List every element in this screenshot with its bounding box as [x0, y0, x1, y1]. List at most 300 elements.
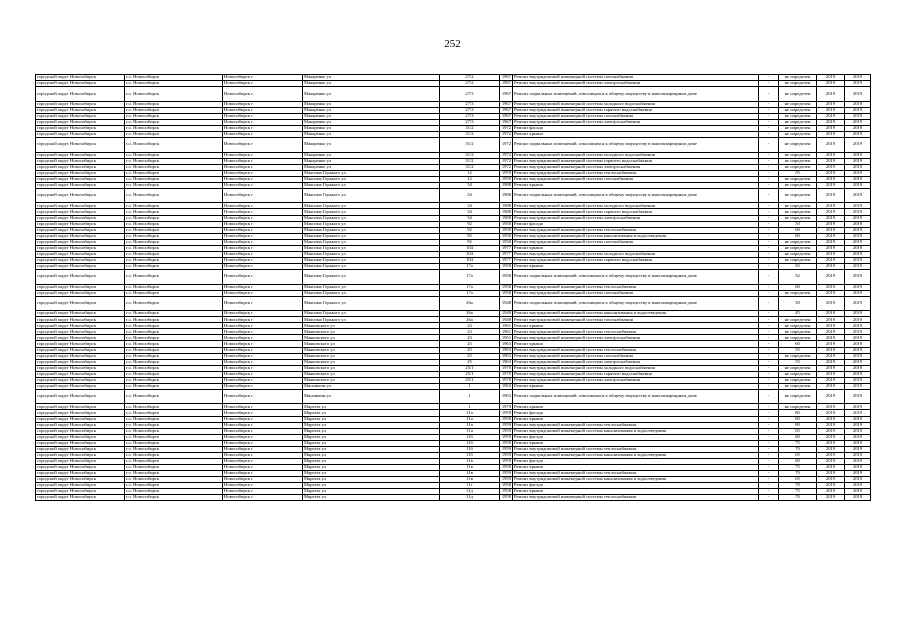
city-cell: Новосибирск г	[223, 470, 303, 476]
settlement-cell: г.о. Новосибирск	[125, 359, 223, 365]
city-cell: Новосибирск г	[223, 389, 303, 404]
settlement-cell: г.о. Новосибирск	[125, 317, 223, 323]
settlement-cell: г.о. Новосибирск	[125, 428, 223, 434]
cost-cell: не определен	[779, 125, 817, 131]
work-type-cell: Ремонт внутридомовой инженерной системы теплоснабжения	[513, 495, 759, 501]
start-year-cell: 2019	[817, 158, 845, 164]
flag-cell: -	[759, 209, 779, 215]
city-cell: Новосибирск г	[223, 290, 303, 296]
work-type-cell: Ремонт внутридомовой инженерной системы газоснабжения	[513, 353, 759, 359]
work-type-cell: Ремонт внутридомовой инженерной системы теплоснабжения	[513, 347, 759, 353]
house-number-cell: 25/1	[440, 371, 500, 377]
street-cell: Максима Горького ул	[303, 311, 440, 317]
build-year-cell: 1950	[500, 239, 513, 245]
flag-cell: -	[759, 182, 779, 188]
start-year-cell: 2019	[817, 353, 845, 359]
house-number-cell: 11б	[440, 452, 500, 458]
end-year-cell: 2019	[845, 347, 871, 353]
settlement-cell: г.о. Новосибирск	[125, 215, 223, 221]
table-row	[36, 87, 871, 102]
start-year-cell: 2019	[817, 365, 845, 371]
city-cell: Новосибирск г	[223, 416, 303, 422]
district-cell: городской округ Новосибирск	[36, 233, 125, 239]
district-cell: городской округ Новосибирск	[36, 470, 125, 476]
street-cell: Макаренко ул	[303, 131, 440, 137]
work-type-cell: Ремонт крыши	[513, 440, 759, 446]
cost-cell: 65	[779, 452, 817, 458]
house-number-cell: 11г	[440, 483, 500, 489]
cost-cell: не определен	[779, 317, 817, 323]
start-year-cell: 2019	[817, 296, 845, 311]
cost-cell: 65	[779, 428, 817, 434]
start-year-cell: 2019	[817, 245, 845, 251]
cost-cell: не определен	[779, 75, 817, 81]
city-cell: Новосибирск г	[223, 251, 303, 257]
start-year-cell: 2019	[817, 311, 845, 317]
street-cell: Мяргата ул	[303, 458, 440, 464]
flag-cell: -	[759, 215, 779, 221]
city-cell: Новосибирск г	[223, 428, 303, 434]
build-year-cell: 1977	[500, 251, 513, 257]
flag-cell: -	[759, 221, 779, 227]
cost-cell: не определен	[779, 131, 817, 137]
cost-cell: 55	[779, 359, 817, 365]
house-number-cell: 31/2	[440, 131, 500, 137]
work-type-cell: Ремонт внутридомовой инженерной системы канализования и водоотведения	[513, 428, 759, 434]
flag-cell: -	[759, 335, 779, 341]
street-cell: Маяковского ул	[303, 371, 440, 377]
house-number-cell: 11в	[440, 464, 500, 470]
district-cell: городской округ Новосибирск	[36, 410, 125, 416]
start-year-cell: 2019	[817, 75, 845, 81]
district-cell: городской округ Новосибирск	[36, 158, 125, 164]
cost-cell: не определен	[779, 176, 817, 182]
city-cell: Новосибирск г	[223, 347, 303, 353]
city-cell: Новосибирск г	[223, 458, 303, 464]
end-year-cell: 2019	[845, 353, 871, 359]
start-year-cell: 2019	[817, 422, 845, 428]
district-cell: городской округ Новосибирск	[36, 81, 125, 87]
flag-cell: -	[759, 290, 779, 296]
district-cell: городской округ Новосибирск	[36, 164, 125, 170]
cost-cell: не определен	[779, 335, 817, 341]
street-cell: Маяковского ул	[303, 347, 440, 353]
street-cell: Максима Горького ул	[303, 269, 440, 284]
build-year-cell: 1972	[500, 125, 513, 131]
house-number-cell: 104	[440, 251, 500, 257]
street-cell: Максима Горького ул	[303, 263, 440, 269]
settlement-cell: г.о. Новосибирск	[125, 404, 223, 410]
work-type-cell: Ремонт внутридомовой инженерной системы канализования и водоотведения	[513, 452, 759, 458]
flag-cell: -	[759, 410, 779, 416]
district-cell: городской округ Новосибирск	[36, 263, 125, 269]
cost-cell: не определен	[779, 209, 817, 215]
city-cell: Новосибирск г	[223, 158, 303, 164]
city-cell: Новосибирск г	[223, 87, 303, 102]
start-year-cell: 2019	[817, 323, 845, 329]
house-number-cell: 11б	[440, 446, 500, 452]
district-cell: городской округ Новосибирск	[36, 434, 125, 440]
build-year-cell: 1950	[500, 233, 513, 239]
flag-cell: -	[759, 377, 779, 383]
end-year-cell: 2019	[845, 164, 871, 170]
flag-cell: -	[759, 389, 779, 404]
cost-cell: не определен	[779, 215, 817, 221]
table-row	[36, 296, 871, 311]
district-cell: городской округ Новосибирск	[36, 440, 125, 446]
cost-cell: 60	[779, 233, 817, 239]
city-cell: Новосибирск г	[223, 464, 303, 470]
city-cell: Новосибирск г	[223, 489, 303, 495]
cost-cell: не определен	[779, 389, 817, 404]
build-year-cell: 1988	[500, 188, 513, 203]
work-type-cell: Ремонт крыши	[513, 404, 759, 410]
city-cell: Новосибирск г	[223, 377, 303, 383]
work-type-cell: Ремонт внутридомовой инженерной системы холодного водоснабжения	[513, 251, 759, 257]
district-cell: городской округ Новосибирск	[36, 422, 125, 428]
house-number-cell: 11в	[440, 458, 500, 464]
work-type-cell: Ремонт внутридомовой инженерной системы электроснабжения	[513, 81, 759, 87]
flag-cell: -	[759, 371, 779, 377]
cost-cell: 70	[779, 495, 817, 501]
house-number-cell: 11д	[440, 489, 500, 495]
table-row	[36, 269, 871, 284]
street-cell: Маяковского ул	[303, 335, 440, 341]
flag-cell: -	[759, 203, 779, 209]
build-year-cell: 1972	[500, 137, 513, 152]
build-year-cell: 1988	[500, 203, 513, 209]
end-year-cell: 2019	[845, 158, 871, 164]
start-year-cell: 2019	[817, 227, 845, 233]
start-year-cell: 2019	[817, 428, 845, 434]
end-year-cell: 2019	[845, 323, 871, 329]
flag-cell: -	[759, 477, 779, 483]
city-cell: Новосибирск г	[223, 452, 303, 458]
work-type-cell: Ремонт крыши	[513, 383, 759, 389]
build-year-cell: 1970	[500, 377, 513, 383]
start-year-cell: 2019	[817, 371, 845, 377]
end-year-cell: 2019	[845, 284, 871, 290]
city-cell: Новосибирск г	[223, 440, 303, 446]
cost-cell: 30	[779, 296, 817, 311]
start-year-cell: 2019	[817, 389, 845, 404]
end-year-cell: 2019	[845, 137, 871, 152]
work-type-cell: Ремонт внутридомовой инженерной системы электроснабжения	[513, 119, 759, 125]
district-cell: городской округ Новосибирск	[36, 87, 125, 102]
city-cell: Новосибирск г	[223, 233, 303, 239]
build-year-cell: 1959	[500, 434, 513, 440]
cost-cell: 75	[779, 489, 817, 495]
district-cell: городской округ Новосибирск	[36, 176, 125, 182]
build-year-cell: 1963	[500, 359, 513, 365]
settlement-cell: г.о. Новосибирск	[125, 182, 223, 188]
cost-cell: не определен	[779, 377, 817, 383]
end-year-cell: 2019	[845, 317, 871, 323]
start-year-cell: 2019	[817, 263, 845, 269]
build-year-cell: 1959	[500, 464, 513, 470]
work-type-cell: Ремонт фасада	[513, 458, 759, 464]
flag-cell: -	[759, 251, 779, 257]
build-year-cell: 1963	[500, 383, 513, 389]
work-type-cell: Ремонт крыши	[513, 263, 759, 269]
end-year-cell: 2019	[845, 263, 871, 269]
end-year-cell: 2019	[845, 209, 871, 215]
start-year-cell: 2019	[817, 176, 845, 182]
start-year-cell: 2019	[817, 284, 845, 290]
build-year-cell: 1963	[500, 389, 513, 404]
build-year-cell: 1972	[500, 131, 513, 137]
work-type-cell: Ремонт внутридомовой инженерной системы теплоснабжения	[513, 329, 759, 335]
table-body	[36, 75, 871, 501]
street-cell: Мяргата ул	[303, 446, 440, 452]
city-cell: Новосибирск г	[223, 245, 303, 251]
work-type-cell: Ремонт подвальных помещений, относящихся к общему имуществу в многоквартирном доме	[513, 87, 759, 102]
settlement-cell: г.о. Новосибирск	[125, 335, 223, 341]
start-year-cell: 2019	[817, 113, 845, 119]
house-number-cell: 12	[440, 170, 500, 176]
house-number-cell: 27/2	[440, 75, 500, 81]
street-cell: Максима Горького ул	[303, 203, 440, 209]
start-year-cell: 2019	[817, 483, 845, 489]
city-cell: Новосибирск г	[223, 269, 303, 284]
street-cell: Мяргата ул	[303, 489, 440, 495]
street-cell: Маяковского ул	[303, 329, 440, 335]
cost-cell: 75	[779, 440, 817, 446]
build-year-cell: 1970	[500, 365, 513, 371]
flag-cell: -	[759, 470, 779, 476]
settlement-cell: г.о. Новосибирск	[125, 383, 223, 389]
street-cell: Мяргата ул	[303, 428, 440, 434]
work-type-cell: Ремонт внутридомовой инженерной системы холодного водоснабжения	[513, 101, 759, 107]
cost-cell: не определен	[779, 323, 817, 329]
end-year-cell: 2019	[845, 495, 871, 501]
work-type-cell: Ремонт крыши	[513, 131, 759, 137]
settlement-cell: г.о. Новосибирск	[125, 389, 223, 404]
house-number-cell: 1	[440, 383, 500, 389]
build-year-cell: 1959	[500, 446, 513, 452]
start-year-cell: 2019	[817, 464, 845, 470]
district-cell: городской округ Новосибирск	[36, 416, 125, 422]
cost-cell: не определен	[779, 182, 817, 188]
cost-cell: 70	[779, 470, 817, 476]
house-number-cell: 26а	[440, 311, 500, 317]
cost-cell: 65	[779, 263, 817, 269]
cost-cell: не определен	[779, 152, 817, 158]
cost-cell: не определен	[779, 119, 817, 125]
settlement-cell: г.о. Новосибирск	[125, 269, 223, 284]
build-year-cell: 1963	[500, 353, 513, 359]
city-cell: Новосибирск г	[223, 422, 303, 428]
street-cell: Максима Горького ул	[303, 227, 440, 233]
flag-cell: -	[759, 311, 779, 317]
cost-cell: не определен	[779, 137, 817, 152]
city-cell: Новосибирск г	[223, 483, 303, 489]
settlement-cell: г.о. Новосибирск	[125, 227, 223, 233]
flag-cell: -	[759, 81, 779, 87]
city-cell: Новосибирск г	[223, 107, 303, 113]
start-year-cell: 2019	[817, 119, 845, 125]
district-cell: городской округ Новосибирск	[36, 221, 125, 227]
start-year-cell: 2019	[817, 416, 845, 422]
house-number-cell: 92	[440, 227, 500, 233]
city-cell: Новосибирск г	[223, 404, 303, 410]
work-type-cell: Ремонт крыши	[513, 416, 759, 422]
start-year-cell: 2019	[817, 101, 845, 107]
settlement-cell: г.о. Новосибирск	[125, 131, 223, 137]
district-cell: городской округ Новосибирск	[36, 347, 125, 353]
work-type-cell: Ремонт фасада	[513, 410, 759, 416]
build-year-cell: 1959	[500, 452, 513, 458]
work-type-cell: Ремонт внутридомовой инженерной системы горячего водоснабжения	[513, 209, 759, 215]
end-year-cell: 2019	[845, 458, 871, 464]
district-cell: городской округ Новосибирск	[36, 329, 125, 335]
settlement-cell: г.о. Новосибирск	[125, 422, 223, 428]
work-type-cell: Ремонт крыши	[513, 464, 759, 470]
street-cell: Мясникова ул	[303, 389, 440, 404]
street-cell: Мяргата ул	[303, 495, 440, 501]
city-cell: Новосибирск г	[223, 182, 303, 188]
settlement-cell: г.о. Новосибирск	[125, 371, 223, 377]
end-year-cell: 2019	[845, 203, 871, 209]
district-cell: городской округ Новосибирск	[36, 489, 125, 495]
start-year-cell: 2019	[817, 404, 845, 410]
city-cell: Новосибирск г	[223, 75, 303, 81]
street-cell: Макаренко ул	[303, 75, 440, 81]
work-type-cell: Ремонт крыши	[513, 245, 759, 251]
flag-cell: -	[759, 87, 779, 102]
settlement-cell: г.о. Новосибирск	[125, 257, 223, 263]
house-number-cell: 17а	[440, 284, 500, 290]
city-cell: Новосибирск г	[223, 188, 303, 203]
flag-cell: -	[759, 158, 779, 164]
street-cell: Максима Горького ул	[303, 296, 440, 311]
end-year-cell: 2019	[845, 182, 871, 188]
start-year-cell: 2019	[817, 209, 845, 215]
city-cell: Новосибирск г	[223, 365, 303, 371]
house-number-cell: 92	[440, 221, 500, 227]
district-cell: городской округ Новосибирск	[36, 353, 125, 359]
end-year-cell: 2019	[845, 119, 871, 125]
end-year-cell: 2019	[845, 341, 871, 347]
settlement-cell: г.о. Новосибирск	[125, 410, 223, 416]
cost-cell: 70	[779, 446, 817, 452]
house-number-cell: 25	[440, 353, 500, 359]
start-year-cell: 2019	[817, 359, 845, 365]
house-number-cell: 17а	[440, 269, 500, 284]
street-cell: Мяргата ул	[303, 483, 440, 489]
cost-cell: 60	[779, 227, 817, 233]
work-type-cell: Ремонт внутридомовой инженерной системы теплоснабжения	[513, 470, 759, 476]
street-cell: Макаренко ул	[303, 158, 440, 164]
work-type-cell: Ремонт внутридомовой инженерной системы горячего водоснабжения	[513, 107, 759, 113]
start-year-cell: 2019	[817, 257, 845, 263]
flag-cell: -	[759, 483, 779, 489]
build-year-cell: 1961	[500, 329, 513, 335]
street-cell: Максима Горького ул	[303, 290, 440, 296]
city-cell: Новосибирск г	[223, 221, 303, 227]
district-cell: городской округ Новосибирск	[36, 377, 125, 383]
district-cell: городской округ Новосибирск	[36, 239, 125, 245]
street-cell: Мяргата ул	[303, 464, 440, 470]
house-number-cell: 11а	[440, 428, 500, 434]
build-year-cell: 1950	[500, 227, 513, 233]
street-cell: Мяргата ул	[303, 422, 440, 428]
settlement-cell: г.о. Новосибирск	[125, 233, 223, 239]
cost-cell: 55	[779, 170, 817, 176]
house-number-cell: 11а	[440, 422, 500, 428]
start-year-cell: 2019	[817, 203, 845, 209]
street-cell: Макаренко ул	[303, 101, 440, 107]
street-cell: Макаренко ул	[303, 164, 440, 170]
flag-cell: -	[759, 284, 779, 290]
house-number-cell: 25	[440, 347, 500, 353]
city-cell: Новосибирск г	[223, 284, 303, 290]
build-year-cell: 1967	[500, 107, 513, 113]
house-number-cell: 27/3	[440, 101, 500, 107]
settlement-cell: г.о. Новосибирск	[125, 81, 223, 87]
flag-cell: -	[759, 341, 779, 347]
work-type-cell: Ремонт крыши	[513, 489, 759, 495]
start-year-cell: 2019	[817, 152, 845, 158]
street-cell: Максима Горького ул	[303, 188, 440, 203]
house-number-cell: 34	[440, 182, 500, 188]
build-year-cell: 1958	[500, 290, 513, 296]
district-cell: городской округ Новосибирск	[36, 182, 125, 188]
settlement-cell: г.о. Новосибирск	[125, 239, 223, 245]
cost-cell: 75	[779, 464, 817, 470]
end-year-cell: 2019	[845, 233, 871, 239]
house-number-cell: 104	[440, 245, 500, 251]
cost-cell: не определен	[779, 87, 817, 102]
work-type-cell: Ремонт внутридомовой инженерной системы горячего водоснабжения	[513, 371, 759, 377]
cost-cell: не определен	[779, 245, 817, 251]
street-cell: Мяргата ул	[303, 434, 440, 440]
house-number-cell: 31/2	[440, 152, 500, 158]
start-year-cell: 2019	[817, 458, 845, 464]
settlement-cell: г.о. Новосибирск	[125, 311, 223, 317]
cost-cell: 60	[779, 284, 817, 290]
city-cell: Новосибирск г	[223, 170, 303, 176]
end-year-cell: 2019	[845, 371, 871, 377]
settlement-cell: г.о. Новосибирск	[125, 152, 223, 158]
start-year-cell: 2019	[817, 81, 845, 87]
build-year-cell: 1970	[500, 371, 513, 377]
work-type-cell: Ремонт внутридомовой инженерной системы газоснабжения	[513, 176, 759, 182]
work-type-cell: Ремонт внутридомовой инженерной системы электроснабжения	[513, 335, 759, 341]
work-type-cell: Ремонт подвальных помещений, относящихся к общему имуществу в многоквартирном доме	[513, 269, 759, 284]
end-year-cell: 2019	[845, 389, 871, 404]
settlement-cell: г.о. Новосибирск	[125, 452, 223, 458]
settlement-cell: г.о. Новосибирск	[125, 446, 223, 452]
street-cell: Маяковского ул	[303, 377, 440, 383]
settlement-cell: г.о. Новосибирск	[125, 188, 223, 203]
start-year-cell: 2019	[817, 335, 845, 341]
house-number-cell: 26а	[440, 296, 500, 311]
cost-cell: 80	[779, 416, 817, 422]
flag-cell: -	[759, 353, 779, 359]
cost-cell: не определен	[779, 158, 817, 164]
end-year-cell: 2019	[845, 176, 871, 182]
street-cell: Маяковского ул	[303, 365, 440, 371]
end-year-cell: 2019	[845, 329, 871, 335]
end-year-cell: 2019	[845, 434, 871, 440]
settlement-cell: г.о. Новосибирск	[125, 434, 223, 440]
house-number-cell: 25/1	[440, 365, 500, 371]
cost-cell: 80	[779, 422, 817, 428]
cost-cell: не определен	[779, 365, 817, 371]
street-cell: Максима Горького ул	[303, 215, 440, 221]
cost-cell: не определен	[779, 164, 817, 170]
